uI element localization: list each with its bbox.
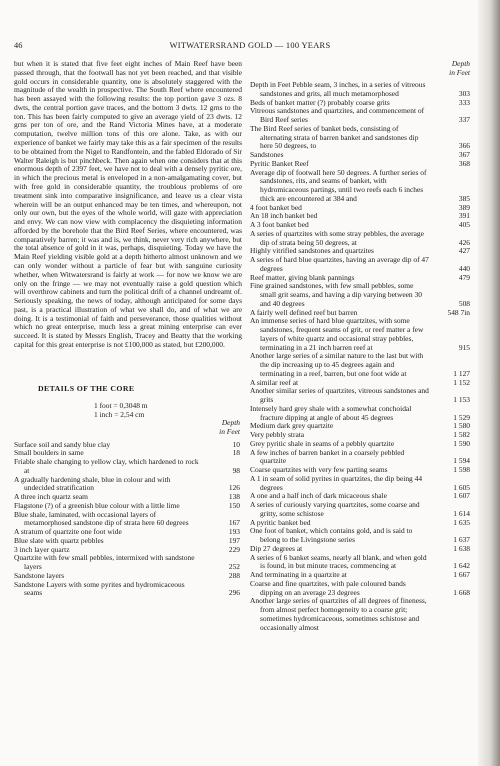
entry-depth: 1 127 [453,368,470,378]
entry-depth: 10 [232,439,240,449]
entry-depth: 1 605 [453,482,470,492]
entry-description: Surface soil and sandy blue clay [14,439,111,449]
entry-description: A fairly well defined reef but barren [250,307,358,317]
entry-depth: 288 [228,570,240,580]
entry-description: A similar reef at [250,377,299,387]
entry-description: A pyritic banket bed [250,517,311,527]
entry-depth: 98 [232,465,240,475]
entry-depth: 1 529 [453,412,470,422]
entry-depth: 391 [458,211,470,221]
entry-depth: 1 635 [453,517,470,527]
entry-depth: 1 642 [453,561,470,571]
entry-description: A three inch quartz seam [14,492,88,502]
core-entry [250,317,470,352]
left-column [14,60,242,598]
entry-description: Pyritic Banket Reef [250,158,309,168]
entry-depth: 385 [458,193,470,203]
core-entry [250,405,470,423]
body-paragraph: but when it is stated that five feet eight inches of Main Reef have been passed through, that the footwall has not yet been reached, and that visible gold occurs in considerable quantity, one is absolutely staggered with the magnitude of the wealth in prospective. The South Reef where encountered has been assayed with the following results: the top portion gave 3 ozs. 8 dwts, the central portion gave traces, and the bottom 3 dwts. 12 grns to the ton. This has been fairly computed to give an average yield of 23 dwts. 12 grns per ton of ore, and the Rand Victoria Mines have, at a moderate computation, twelve million tons of this ore alone. Take, as with our experience of banket we fairly may take this as a fair specimen of the results to be obtained from the Nigel to Randfontein, and the fabled Eldorado of Sir Walter Raleigh is but pinchbeck. Then again when one considers that at this enormous depth of 2397 feet, we have not to deal with a densely pyritic ore, in which the precious metal is enveloped in a non-amalgamating cover, but with free gold in considerable quantity, the troublous problems of ore treatment sink into comparative insignificance, and leave us a clear vista wherein will be an output enhanced may be ten times, and whereupon, not only our own, but the eyes of the whole world, will gaze with appreciation and envy. We can now view with complacency the disquieting information afforded by the borehole that the Bird Reef Series, where encountered, was comparatively barren; it was and is, we think, never very rich anywhere, but the total absence of gold in it was, perhaps, disquieting. Today we have the Main Reef yielding visible gold at a depth hitherto almost unknown and we can only wonder without a particle of fear but with sanguine curiosity whether, when Witwatersrand is fairly at work — for now we know we are only on the fringe — we may not eventually raise a gold question which will overthrow cabinets and turn the political drift of a channel undreamt of. Seriously speaking, the news of today, although anticipated for some days past, is a practical illustration of what we shall do, and of what we are doing. It is a testimonial of faith and perseverance, those qualities without which no great enterprise, much less a great mining enterprise can ever succeed. It is stated by Messrs English, Tracey and Beatty that the working capital for this great enterprise is not £100,000 as stated, but £200,000. [14,59,242,349]
entry-description: A stratum of quartzite one foot wide [14,527,122,537]
entry-description: A 1 in seam of solid pyrites in quartzites, the dip being 44 degrees [250,473,423,492]
core-entry [14,511,242,529]
entry-description: Grey pyritic shale in seams of a pebbly quartzite [250,438,395,448]
entry-depth: 548 7in [447,307,470,317]
entry-description: An immense series of hard blue quartzites, with some sandstones, frequent seams of grit, or reef matter a few layers of white quartz and occasional stray pebbles, terminating in a 21 inch barren reef at [250,316,424,352]
core-entry [250,580,470,598]
section-title: DETAILS OF THE CORE [38,383,135,393]
entry-depth: 193 [228,527,240,537]
entry-description: A series of hard blue quartzites, having an average dip of 47 degrees [250,255,429,273]
entry-description: Beds of banket matter (?) probably coarse grits [250,97,390,107]
entry-depth: 126 [228,483,240,493]
entry-description: Another similar series of quartzites, vitreous sandstones and grits [250,386,429,405]
depth-header-line-1: Depth [451,59,470,68]
entry-depth: 426 [458,237,470,247]
entry-depth: 337 [458,115,470,125]
entry-description: Blue shale, laminated, with occasional layers of metamorphosed sandstone dip of strata here 60 degrees [14,509,189,528]
entry-depth: 1 667 [453,570,470,580]
entry-depth: 1 638 [453,543,470,553]
entry-description: A series of 6 banket seams, nearly all blank, and when gold is found, in but minute traces, commencing at [250,552,427,571]
entry-description: A one and a half inch of dark micaceous shale [250,491,387,501]
entry-description: A gradually hardening shale, blue in colour and with undecided stratification [14,474,171,493]
entry-depth: 167 [228,518,240,528]
entry-depth: 1 614 [453,508,470,518]
depth-header-line-1: Depth [221,418,240,428]
page-edge-shadow [478,0,500,766]
core-entries-list [250,81,470,632]
entry-depth: 138 [228,492,240,502]
entry-depth: 229 [228,544,240,554]
conversion-foot: 1 foot = 0,3048 m [94,400,148,410]
entry-depth: 1 582 [453,430,470,440]
core-entry [14,458,242,476]
entry-description: Reef matter, giving blank pannings [250,272,355,282]
entry-description: Quartzite with few small pebbles, intermixed with sandstone layers [14,553,195,572]
core-entry [250,527,470,545]
entry-description: Another large series of quartzites of all degrees of fineness, from almost perfect homogeneity to a coarse grit; sometimes hydromicaceous, sometimes schistose and occasionally almost [250,596,427,632]
depth-header-line-2: in Feet [219,426,240,436]
entry-depth: 405 [458,220,470,230]
entry-depth: 303 [458,88,470,98]
entry-depth: 427 [458,246,470,256]
core-entry [250,352,470,378]
entry-depth: 366 [458,141,470,151]
core-entry [250,449,470,467]
entry-description: Dip 27 degrees at [250,543,303,553]
core-entry [250,282,470,308]
core-entry [250,125,470,151]
entry-depth: 915 [458,342,470,352]
entry-depth: 333 [458,97,470,107]
entry-description: Blue slate with quartz pebbles [14,535,104,545]
entry-description: Highly vitrified sandstones and quartzites [250,246,374,256]
entry-depth: 368 [458,158,470,168]
depth-column-header [250,60,470,77]
entry-depth: 1 598 [453,465,470,475]
entry-description: A series of quartzites with some stray pebbles, the average dip of strata being 50 degrees, at [250,228,424,247]
entry-description: Medium dark grey quartzite [250,421,334,431]
entry-depth: 367 [458,150,470,160]
core-entry [250,256,470,274]
entry-depth: 1 153 [453,395,470,405]
core-entry [250,387,470,405]
entry-description: The Bird Reef series of banket beds, consisting of alternating strata of barren banket and sandstones dip here 50 degrees, to [250,123,419,151]
entry-description: Fine grained sandstones, with few small pebbles, some small grit seams, and having a dip varying between 30 and 40 degrees [250,281,422,308]
entry-depth: 1 594 [453,456,470,466]
entry-depth: 18 [232,448,240,458]
conversion-inch: 1 inch = 2,54 cm [94,409,145,419]
entry-description: A 3 foot banket bed [250,220,309,230]
entry-description: Small boulders in same [14,448,84,458]
entry-description: An 18 inch banket bed [250,211,318,221]
entry-depth: 150 [228,500,240,510]
entry-description: Sandstones [250,150,284,160]
core-entry [250,230,470,248]
entry-description: Coarse quartzites with very few parting seams [250,465,388,475]
entry-description: Depth in Feet Pebble seam, 3 inches, in a series of vitreous sandstones and grits, all much metamorphosed [250,80,426,98]
entry-description: Very pebbly strata [250,430,305,440]
entry-description: Sandstone layers [14,570,65,580]
entry-description: And terminating in a quartzite at [250,570,347,580]
core-entry [250,501,470,519]
entry-description: Flagstone (?) of a greenish blue colour with a little lime [14,500,180,510]
entry-depth: 508 [458,298,470,308]
core-entry [14,554,242,572]
entry-depth: 389 [458,202,470,212]
entry-description: Sandstone Layers with some pyrites and hydromicaceous seams [14,579,185,598]
entry-depth: 296 [228,588,240,598]
running-head: WITWATERSRAND GOLD — 100 YEARS [169,41,331,50]
depth-header-line-2: in Feet [449,67,470,77]
entry-description: Average dip of footwall here 50 degrees. A further series of sandstones, rits, and seams of banket, with hydromicaceous partings, until two reefs each 6 inches thick are encountered at 384 and [250,167,427,203]
entry-depth: 252 [228,562,240,572]
core-entry [250,597,470,632]
depth-column-header [14,419,242,436]
core-entry [250,475,470,493]
entry-description: 3 inch layer quartz [14,544,70,554]
core-entry [14,476,242,494]
entry-depth: 1 637 [453,535,470,545]
core-entry [250,81,470,99]
entry-description: Another large series of a similar nature to the last but with the dip increasing up to 45 degrees again and terminating in a reef, barren, but one foot wide at [250,351,424,378]
core-entry [250,107,470,125]
entry-depth: 1 580 [453,421,470,431]
entry-depth: 440 [458,263,470,273]
entry-depth: 1 607 [453,491,470,501]
entry-depth: 1 152 [453,377,470,387]
entry-description: Coarse and fine quartzites, with pale coloured bands dipping on an average 23 degrees [250,578,406,597]
core-entry [250,554,470,572]
entry-description: One foot of banket, which contains gold, and is said to belong to the Livingstone series [250,526,413,545]
core-entry [14,581,242,599]
core-entry [250,169,470,204]
core-entries-list [14,441,242,599]
entry-description: Intensely hard grey shale with a somewhat conchoidal fracture dipping at angle of about 45 degrees [250,403,412,422]
entry-depth: 1 668 [453,587,470,597]
entry-description: A series of curiously varying quartzites, some coarse and gritty, some schistose [250,500,420,518]
entry-depth: 479 [458,272,470,282]
page-number: 46 [14,41,23,50]
entry-depth: 197 [228,535,240,545]
unit-conversions [14,402,242,420]
entry-description: A few inches of barren banket in a coarsely pebbled quartzite [250,447,405,466]
entry-description: 4 foot banket bed [250,202,302,212]
entry-description: Vitreous sandstones and quartzites, and commencement of Bird Reef series [250,106,425,125]
entry-depth: 1 590 [453,438,470,448]
entry-description: Friable shale changing to yellow clay, which hardened to rock at [14,457,199,475]
page-header [0,40,500,52]
right-column [250,60,470,632]
